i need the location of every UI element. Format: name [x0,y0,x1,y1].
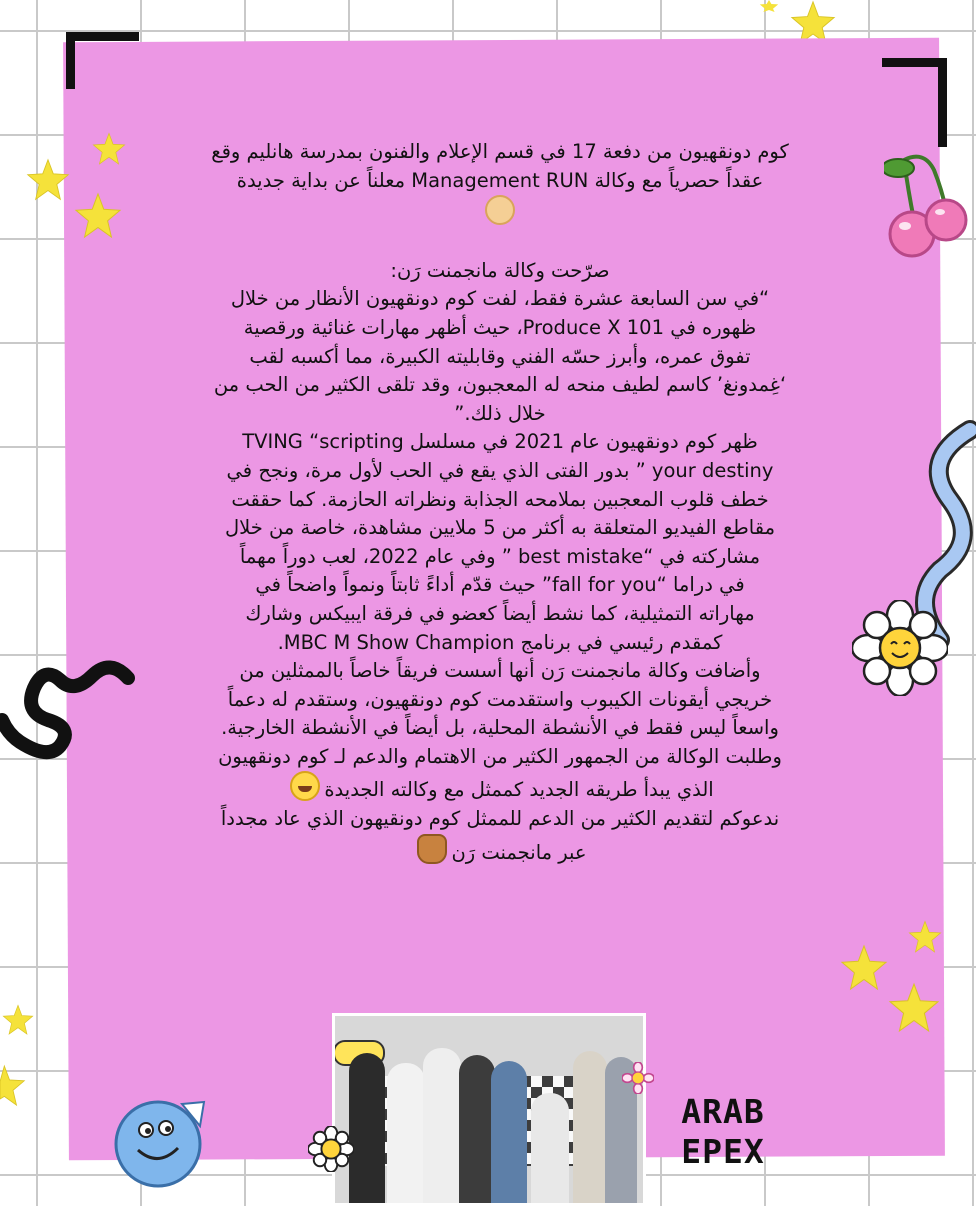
group-photo [332,1013,646,1206]
star-icon [840,944,888,992]
quote-line: تفوق عمره، وأبرز حسّه الفني وقابليته الكبيرة، مما أكسبه لقب [249,344,751,368]
quote-line: ‘غِمدونغ’ كاسم لطيف منحه له المعجبون، وقد تلقى الكثير من الحب من [213,373,787,397]
squiggle-line-icon [0,650,140,760]
star-icon [908,920,942,954]
member-figure [387,1063,425,1203]
raising-hands-icon [417,834,447,864]
career-line: your destiny ” بدور الفتى الذي يقع في الحب لأول مرة، ونجح في [226,458,774,482]
agency-line: وأضافت وكالة مانجمنت رَن أنها أسست فريقاً خاصاً بالممثلين من [239,659,761,683]
corner-bracket-top-left [66,32,139,89]
member-figure [423,1048,461,1203]
daisy-flower-icon [852,600,948,696]
logo-line-1: ARAB [681,1092,765,1131]
career-line: مشاركته في “best mistake ” وفي عام 2022، لعب دوراً مهماً [239,544,761,568]
star-icon [0,1064,26,1108]
intro-line-1: كوم دونقهيون من دفعة 17 في قسم الإعلام والفنون بمدرسة هانليم وقع [211,140,789,163]
agency-line: وطلبت الوكالة من الجمهور الكثير من الاهتمام والدعم لـ كوم دونقهيون [218,744,782,768]
agency-statement-heading: صرّحت وكالة مانجمنت رَن: [390,258,610,282]
agency-line: خريجي أيقونات الكيبوب واستقدمت كوم دونقهيون، وستقدم له دعماً [227,687,773,711]
logo-line-2: EPEX [681,1132,765,1171]
agency-line: واسعاً ليس فقط في الأنشطة المحلية، بل أيضاً في الأنشطة الخارجية. [221,716,779,740]
career-line: كمقدم رئيسي في برنامج MBC M Show Champion. [277,630,723,654]
clapping-hands-icon [485,195,515,225]
member-figure [573,1051,607,1203]
star-icon [2,1004,34,1036]
grinning-face-icon [290,771,320,801]
intro-line-2: عقداً حصرياً مع وكالة Management RUN معلناً عن بداية جديدة [236,168,764,192]
daisy-flower-icon [308,1126,354,1172]
agency-last-line: الذي يبدأ طريقه الجديد كممثل مع وكالته الجديدة [324,778,714,802]
member-figure [349,1053,385,1203]
quote-line: خلال ذلك.” [454,401,546,425]
quote-line: “في سن السابعة عشرة فقط، لفت كوم دونقهيون الأنظار من خلال [230,287,770,311]
star-icon [888,982,940,1034]
brand-logo [668,1092,778,1172]
member-figure [531,1093,569,1203]
star-icon [74,192,122,240]
cherry-icon [884,150,968,260]
career-line: خطف قلوب المعجبين بملامحه الجذابة ونظراته الحازمة. كما حققت [231,487,769,511]
daisy-flower-icon [622,1062,654,1094]
star-icon [758,0,780,12]
closing-line-2: عبر مانجمنت رَن [451,840,587,864]
corner-bracket-top-right [882,58,947,147]
closing-line-1: ندعوكم لتقديم الكثير من الدعم للممثل كوم دونقيهون الذي عاد مجدداً [220,807,780,831]
star-icon [26,158,70,202]
career-line: مهاراته التمثيلية، كما نشط أيضاً كعضو في فرقة ايبيكس وشارك [245,601,755,625]
article-body [150,138,850,867]
member-figure [459,1055,495,1203]
career-line: ظهر كوم دونقهيون عام 2021 في مسلسل TVING “scripting [242,430,758,454]
smiley-sticker-icon [112,1094,212,1190]
quote-line: ظهوره في Produce X 101، حيث أظهر مهارات غنائية ورقصية [243,315,757,339]
star-icon [92,132,126,166]
career-line: في دراما “fall for you” حيث قدّم أداءً ثابتاً ونمواً واضحاً في [255,573,745,597]
member-figure [491,1061,527,1203]
career-line: مقاطع الفيديو المتعلقة به أكثر من 5 ملايين مشاهدة، خاصة من خلال [224,516,776,540]
